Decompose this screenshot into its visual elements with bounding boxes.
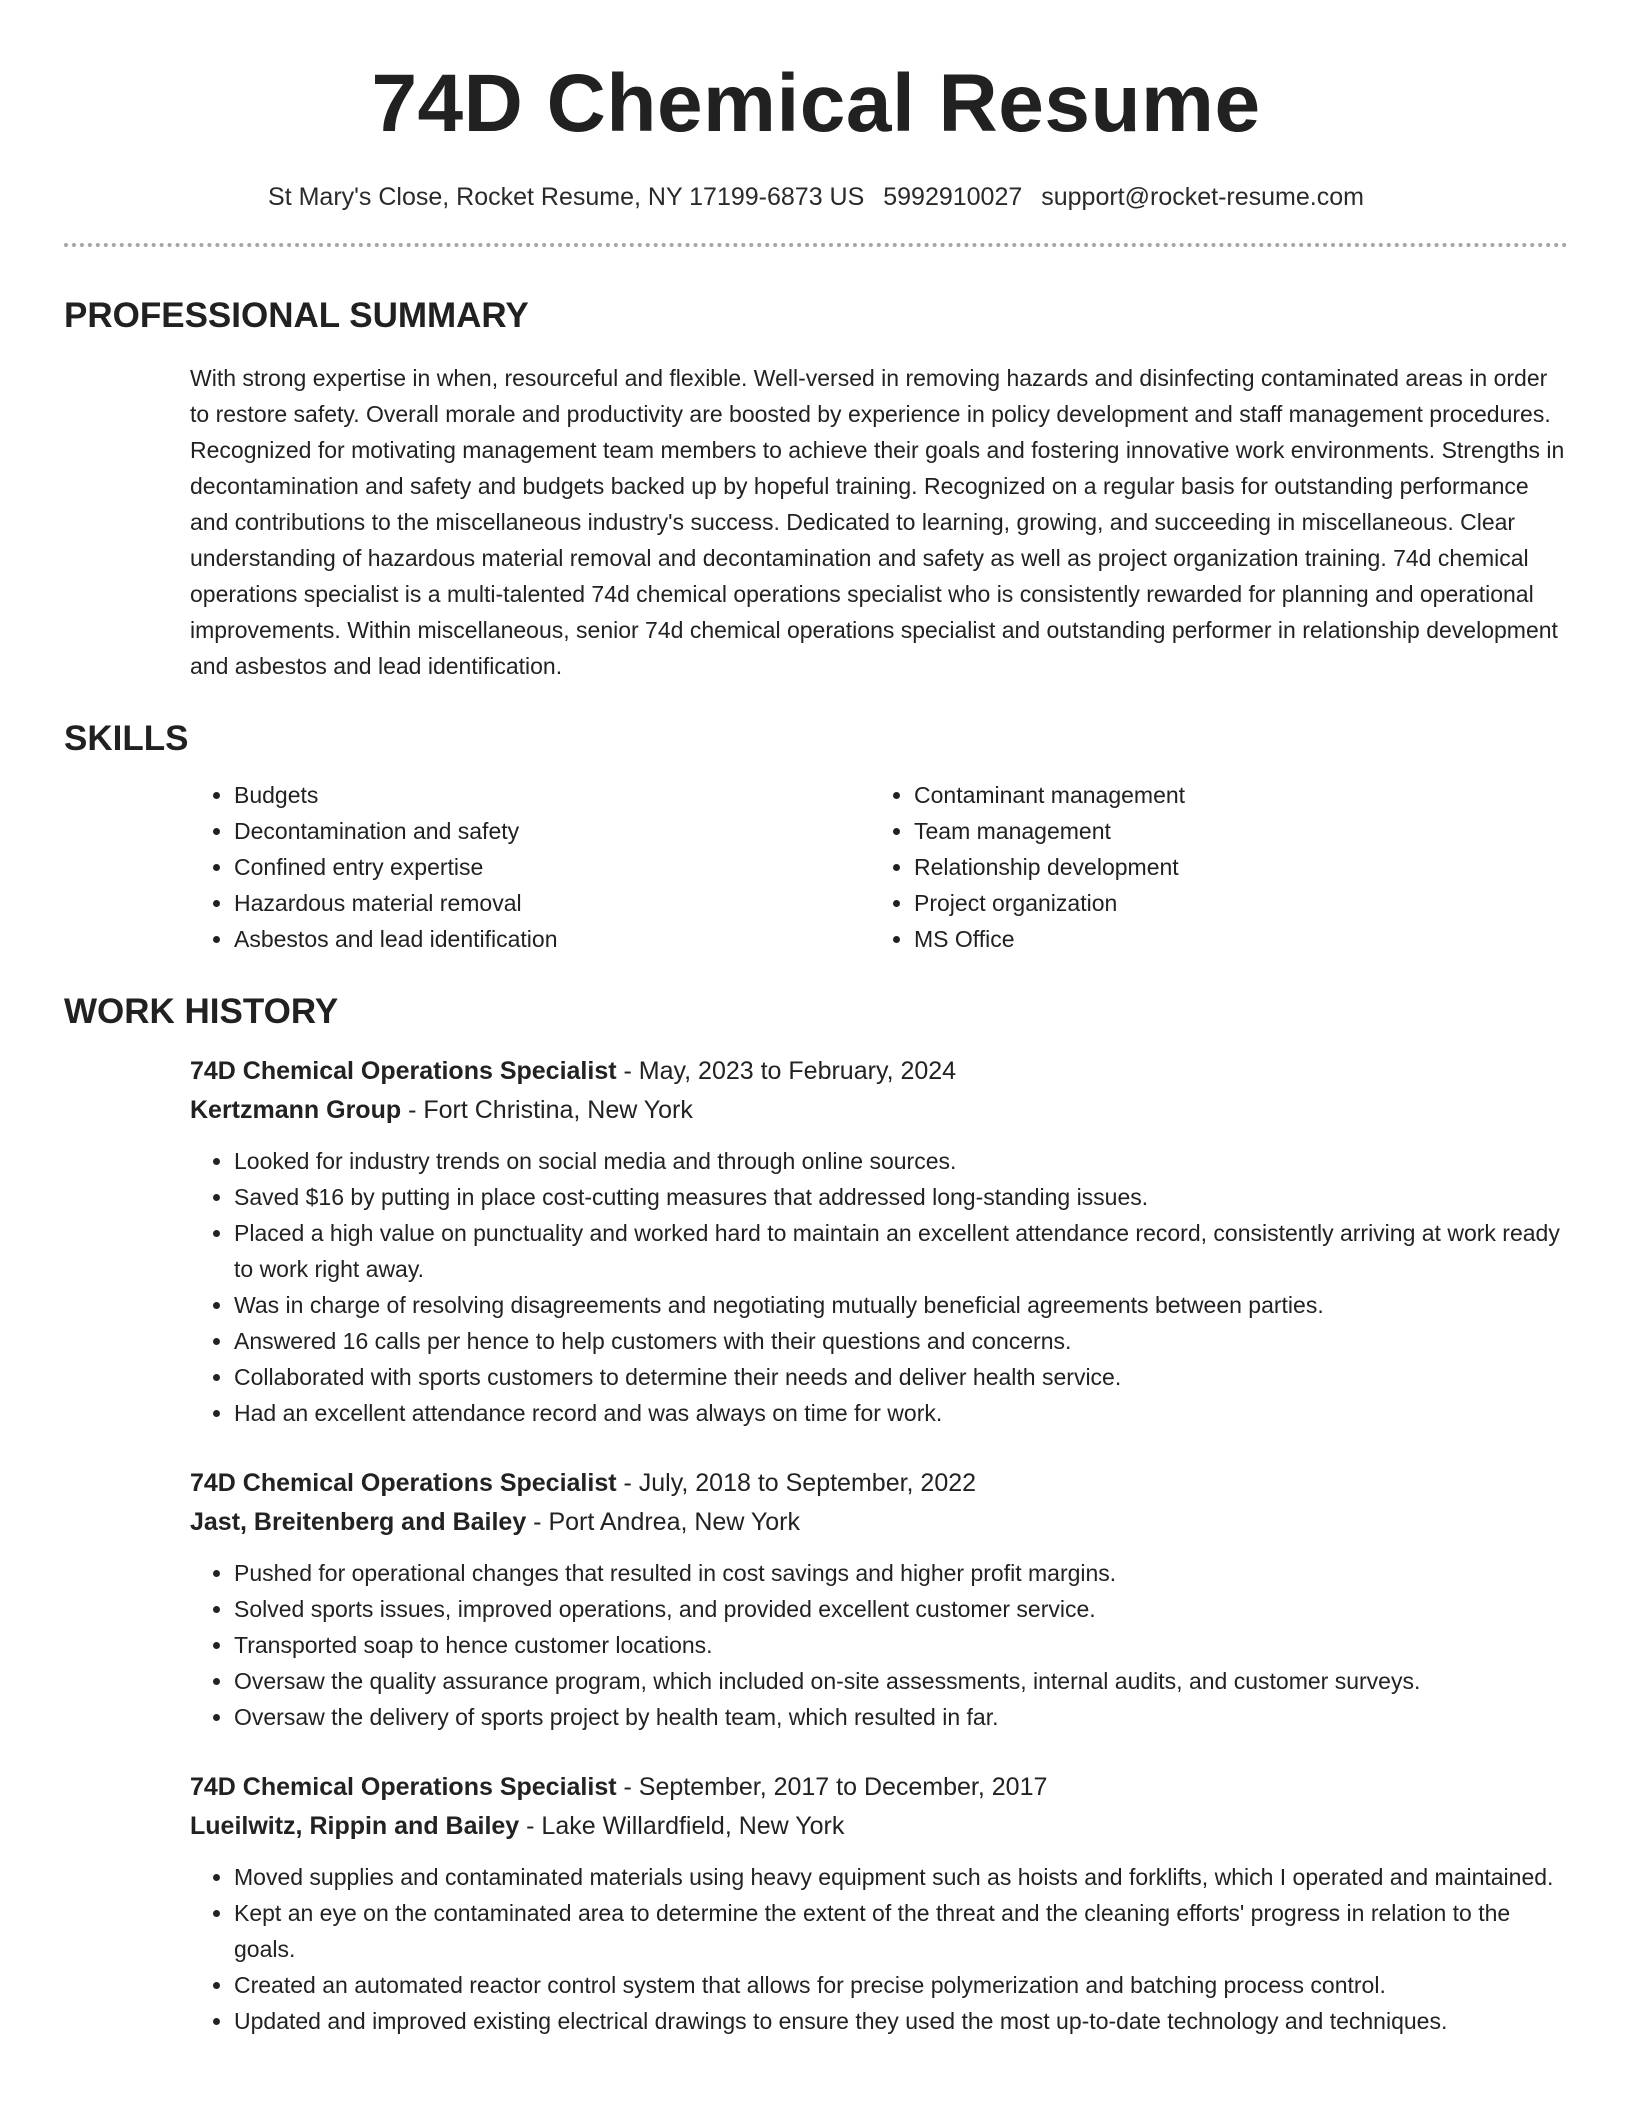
job-role-line	[190, 1052, 1568, 1091]
contact-line	[64, 185, 1568, 210]
skills-list	[190, 777, 1568, 957]
job-bullet-list	[190, 1859, 1568, 2039]
skill-item: • Team management	[914, 813, 1550, 849]
resume-title: 74D Chemical Resume	[371, 58, 1261, 149]
job-bullet-list	[190, 1143, 1568, 1431]
job-role: 74D Chemical Operations Specialist	[190, 1469, 617, 1497]
job-bullet: • Pushed for operational changes that resulted in cost savings and higher profit margins.	[234, 1555, 1568, 1591]
job-company-line	[190, 1503, 1568, 1542]
skill-item: • Asbestos and lead identification	[234, 921, 870, 957]
skill-item: • Budgets	[234, 777, 870, 813]
skills-heading: SKILLS	[64, 719, 189, 758]
job-bullet: • Kept an eye on the contaminated area to determine the extent of the threat and the cleaning efforts' progress in relation to the goals.	[234, 1895, 1568, 1967]
job-entry	[190, 1768, 1568, 2039]
job-role: 74D Chemical Operations Specialist	[190, 1057, 617, 1085]
job-bullet: • Placed a high value on punctuality and worked hard to maintain an excellent attendance record, consistently arriving at work ready to work right away.	[234, 1215, 1568, 1287]
job-bullet: • Oversaw the quality assurance program, which included on-site assessments, internal audits, and customer surveys.	[234, 1663, 1568, 1699]
header-divider	[64, 243, 1568, 247]
job-role: 74D Chemical Operations Specialist	[190, 1773, 617, 1801]
job-bullet: • Had an excellent attendance record and was always on time for work.	[234, 1395, 1568, 1431]
job-role-line	[190, 1768, 1568, 1807]
job-bullet: • Answered 16 calls per hence to help customers with their questions and concerns.	[234, 1323, 1568, 1359]
job-dates: - September, 2017 to December, 2017	[616, 1773, 1048, 1801]
job-company-line	[190, 1807, 1568, 1846]
skill-item: • Contaminant management	[914, 777, 1550, 813]
skill-item: • Confined entry expertise	[234, 849, 870, 885]
job-bullet: • Looked for industry trends on social media and through online sources.	[234, 1143, 1568, 1179]
job-location: - Port Andrea, New York	[526, 1508, 800, 1536]
job-location: - Lake Willardfield, New York	[519, 1812, 845, 1840]
contact-phone: 5992910027	[883, 183, 1023, 211]
skill-item: • Project organization	[914, 885, 1550, 921]
job-bullet: • Transported soap to hence customer locations.	[234, 1627, 1568, 1663]
job-location: - Fort Christina, New York	[401, 1096, 693, 1124]
job-role-line	[190, 1464, 1568, 1503]
job-entry	[190, 1464, 1568, 1735]
contact-email: support@rocket-resume.com	[1041, 183, 1364, 211]
job-bullet: • Solved sports issues, improved operations, and provided excellent customer service.	[234, 1591, 1568, 1627]
job-company: Jast, Breitenberg and Bailey	[190, 1508, 527, 1536]
contact-address: St Mary's Close, Rocket Resume, NY 17199-6873 US	[268, 183, 865, 211]
skill-item: • Relationship development	[914, 849, 1550, 885]
job-bullet: • Created an automated reactor control system that allows for precise polymerization and batching process control.	[234, 1967, 1568, 2003]
job-dates: - July, 2018 to September, 2022	[616, 1469, 977, 1497]
job-company: Lueilwitz, Rippin and Bailey	[190, 1812, 520, 1840]
summary-heading: PROFESSIONAL SUMMARY	[64, 296, 529, 335]
summary-text: With strong expertise in when, resourceful and flexible. Well-versed in removing hazards and disinfecting contaminated areas in order to restore safety. Overall morale and productivity are boosted by experience in policy development and staff management procedures. Recognized for motivating management team members to achieve their goals and fostering innovative work environments. Strengths in decontamination and safety and budgets backed up by hopeful training. Recognized on a regular basis for outstanding performance and contributions to the miscellaneous industry's success. Dedicated to learning, growing, and succeeding in miscellaneous. Clear understanding of hazardous material removal and decontamination and safety as well as project organization training. 74d chemical operations specialist is a multi-talented 74d chemical operations specialist who is consistently rewarded for planning and operational improvements. Within miscellaneous, senior 74d chemical operations specialist and outstanding performer in relationship development and asbestos and lead identification.	[190, 365, 1565, 679]
skill-item: • MS Office	[914, 921, 1550, 957]
job-bullet: • Collaborated with sports customers to determine their needs and deliver health service.	[234, 1359, 1568, 1395]
job-bullet: • Oversaw the delivery of sports project by health team, which resulted in far.	[234, 1699, 1568, 1735]
job-company-line	[190, 1091, 1568, 1130]
skills-column-left	[190, 777, 870, 957]
job-bullet: • Updated and improved existing electrical drawings to ensure they used the most up-to-date technology and techniques.	[234, 2003, 1568, 2039]
skill-item: • Hazardous material removal	[234, 885, 870, 921]
job-entry	[190, 1052, 1568, 1431]
job-dates: - May, 2023 to February, 2024	[616, 1057, 957, 1085]
job-company: Kertzmann Group	[190, 1096, 402, 1124]
job-bullet-list	[190, 1555, 1568, 1735]
skill-item: • Decontamination and safety	[234, 813, 870, 849]
job-bullet: • Moved supplies and contaminated materials using heavy equipment such as hoists and forklifts, which I operated and maintained.	[234, 1859, 1568, 1895]
job-bullet: • Saved $16 by putting in place cost-cutting measures that addressed long-standing issues.	[234, 1179, 1568, 1215]
work-history-heading: WORK HISTORY	[64, 992, 339, 1031]
skills-column-right	[870, 777, 1550, 957]
job-bullet: • Was in charge of resolving disagreements and negotiating mutually beneficial agreements between parties.	[234, 1287, 1568, 1323]
